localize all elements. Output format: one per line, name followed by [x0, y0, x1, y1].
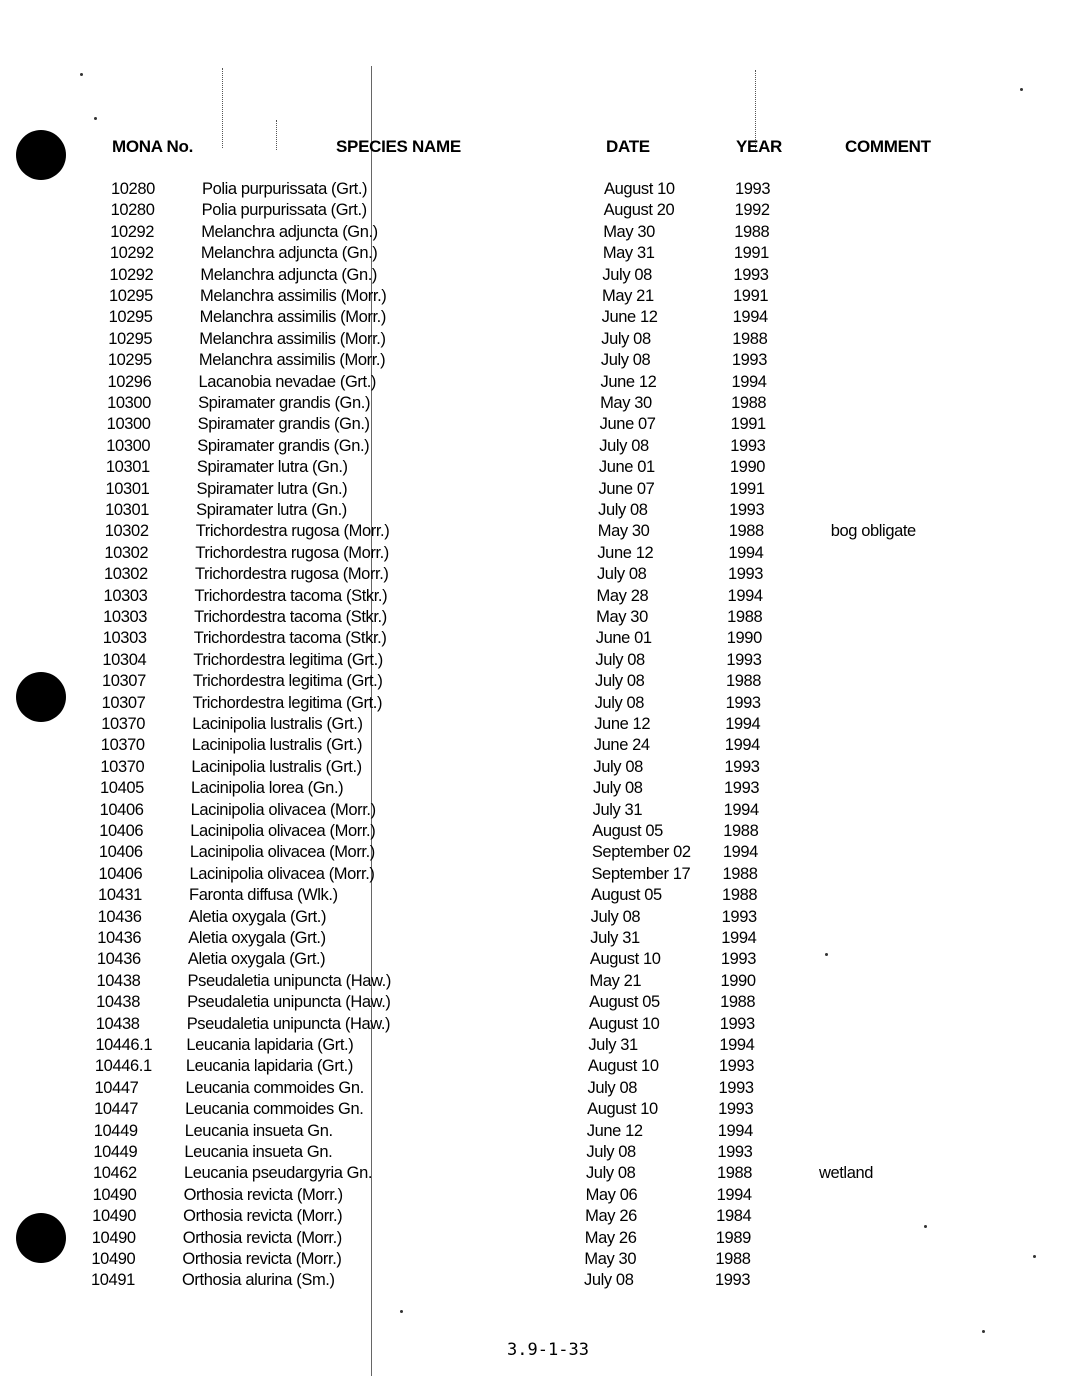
table-row	[0, 564, 1068, 585]
record-date: June 12	[594, 715, 651, 733]
table-row	[0, 179, 1068, 200]
table-row	[0, 586, 1068, 607]
comment: wetland	[818, 1164, 874, 1183]
record-year: 1991	[733, 244, 769, 263]
species-name: Spiramater lutra (Gn.)	[196, 501, 347, 519]
record-date: July 08	[598, 501, 648, 519]
record-date: May 06	[585, 1185, 638, 1204]
table-row	[0, 1270, 1068, 1291]
record-year: 1994	[716, 1185, 752, 1204]
species-name: Trichordestra rugosa (Morr.)	[195, 543, 389, 562]
record-year: 1994	[724, 736, 760, 755]
record-year: 1984	[716, 1207, 752, 1226]
species-name: Aletia oxygala (Grt.)	[188, 929, 326, 947]
species-name: Spiramater grandis (Gn.)	[197, 415, 370, 434]
table-row	[0, 735, 1068, 756]
mona-number: 10436	[97, 907, 142, 926]
table-row	[0, 1163, 1068, 1184]
mona-number: 10296	[107, 372, 152, 391]
table-row	[0, 1014, 1068, 1035]
scan-guide-line	[222, 68, 223, 148]
mona-number: 10447	[94, 1100, 139, 1119]
record-date: May 30	[584, 1250, 637, 1268]
species-name: Lacinipolia lustralis (Grt.)	[191, 757, 362, 776]
record-year: 1991	[729, 479, 765, 498]
record-year: 1993	[726, 650, 762, 669]
mona-number: 10303	[102, 629, 147, 648]
record-date: July 31	[588, 1036, 638, 1054]
table-row	[0, 393, 1068, 414]
mona-number: 10438	[96, 971, 141, 990]
mona-number: 10406	[99, 822, 144, 840]
header-mona-no: MONA No.	[112, 137, 194, 156]
mona-number: 10300	[107, 394, 151, 412]
record-year: 1993	[729, 501, 765, 519]
species-name: Spiramater lutra (Gn.)	[196, 479, 348, 498]
species-name: Pseudaletia unipuncta (Haw.)	[186, 1014, 391, 1033]
species-name: Lacinipolia olivacea (Morr.)	[189, 843, 375, 862]
record-date: July 08	[601, 329, 651, 348]
species-name: Pseudaletia unipuncta (Haw.)	[187, 971, 391, 990]
mona-number: 10295	[109, 287, 153, 305]
record-date: August 05	[592, 822, 663, 840]
species-name: Melanchra adjuncta (Gn.)	[201, 222, 378, 241]
record-date: July 08	[602, 265, 652, 284]
species-name: Melanchra adjuncta (Gn.)	[200, 265, 377, 284]
mona-number: 10300	[106, 436, 151, 455]
record-year: 1993	[730, 436, 766, 455]
table-row	[0, 650, 1068, 671]
species-name: Lacinipolia olivacea (Morr.)	[190, 822, 376, 840]
record-year: 1993	[718, 1100, 754, 1119]
record-year: 1994	[725, 715, 761, 733]
table-row	[0, 821, 1068, 842]
record-date: May 30	[603, 222, 655, 241]
species-name: Leucania commoides Gn.	[185, 1078, 364, 1097]
mona-number: 10436	[97, 929, 142, 947]
record-year: 1988	[727, 608, 763, 626]
species-name: Trichordestra rugosa (Morr.)	[194, 565, 389, 584]
record-date: July 08	[587, 1078, 637, 1097]
species-name: Spiramater grandis (Gn.)	[198, 394, 371, 412]
mona-number: 10446.1	[94, 1057, 152, 1076]
record-year: 1993	[721, 907, 757, 926]
table-row	[0, 372, 1068, 393]
table-row	[0, 500, 1068, 521]
table-row	[0, 949, 1068, 970]
table-row	[0, 414, 1068, 435]
mona-number: 10303	[103, 586, 148, 605]
mona-number: 10449	[93, 1143, 138, 1161]
species-name: Trichordestra legitima (Grt.)	[192, 693, 383, 712]
table-row	[0, 885, 1068, 906]
record-date: July 08	[596, 565, 647, 584]
record-date: May 30	[600, 394, 652, 412]
table-row	[0, 1121, 1068, 1142]
record-year: 1993	[715, 1271, 751, 1290]
record-year: 1993	[718, 1057, 755, 1076]
record-year: 1990	[720, 971, 756, 990]
table-row	[0, 222, 1068, 243]
record-year: 1991	[733, 287, 769, 305]
table-header	[0, 137, 1068, 161]
table-row	[0, 757, 1068, 778]
record-year: 1988	[720, 993, 756, 1012]
record-date: July 08	[584, 1271, 634, 1290]
record-year: 1993	[724, 757, 760, 776]
record-year: 1991	[730, 415, 766, 434]
record-date: June 12	[600, 372, 657, 391]
record-date: May 26	[585, 1207, 637, 1226]
table-row	[0, 521, 1068, 542]
record-date: July 08	[586, 1143, 636, 1161]
record-year: 1993	[717, 1143, 753, 1161]
species-name: Leucania insueta Gn.	[184, 1121, 333, 1140]
record-year: 1993	[725, 693, 761, 712]
record-date: July 08	[593, 757, 643, 776]
species-name: Melanchra assimilis (Morr.)	[199, 308, 386, 327]
table-row	[0, 479, 1068, 500]
mona-number: 10280	[111, 180, 155, 198]
mona-number: 10295	[108, 329, 153, 348]
mona-number: 10292	[110, 222, 155, 241]
species-name: Orthosia revicta (Morr.)	[183, 1185, 343, 1204]
mona-number: 10490	[91, 1250, 136, 1268]
species-name: Leucania pseudargyria Gn.	[183, 1164, 373, 1183]
record-year: 1988	[715, 1250, 751, 1268]
header-comment: COMMENT	[845, 137, 931, 156]
record-year: 1988	[734, 222, 770, 241]
record-year: 1994	[723, 800, 759, 819]
table-row	[0, 1056, 1068, 1077]
mona-number: 10302	[104, 522, 149, 541]
mona-number: 10462	[92, 1164, 137, 1183]
record-date: July 08	[594, 693, 645, 712]
mona-number: 10295	[108, 308, 153, 327]
mona-number: 10490	[92, 1207, 137, 1226]
species-name: Leucania insueta Gn.	[184, 1143, 333, 1161]
record-year: 1993	[718, 1078, 754, 1097]
record-date: August 10	[589, 950, 661, 969]
species-name: Orthosia revicta (Morr.)	[182, 1228, 342, 1247]
mona-number: 10301	[105, 479, 150, 498]
species-name: Melanchra assimilis (Morr.)	[200, 287, 387, 305]
table-row	[0, 200, 1068, 221]
species-name: Trichordestra tacoma (Stkr.)	[194, 586, 388, 605]
record-date: June 07	[599, 415, 656, 434]
record-year: 1994	[722, 843, 758, 862]
mona-number: 10302	[103, 565, 148, 584]
table-row	[0, 1206, 1068, 1227]
page-number: 3.9-1-33	[507, 1340, 589, 1360]
species-name: Lacinipolia lustralis (Grt.)	[191, 736, 363, 755]
mona-number: 10302	[104, 543, 149, 562]
record-date: May 30	[597, 522, 650, 541]
mona-number: 10405	[100, 779, 144, 798]
record-date: June 24	[593, 736, 650, 755]
record-year: 1988	[722, 886, 758, 905]
table-row	[0, 928, 1068, 949]
record-date: June 07	[598, 479, 655, 498]
mona-number: 10301	[105, 458, 150, 477]
record-year: 1988	[731, 394, 767, 412]
record-year: 1990	[729, 458, 765, 477]
mona-number: 10295	[107, 351, 152, 370]
record-date: July 31	[590, 929, 640, 947]
header-year: YEAR	[736, 137, 783, 156]
species-name: Melanchra adjuncta (Gn.)	[200, 244, 378, 263]
record-year: 1989	[715, 1228, 751, 1247]
species-name: Orthosia revicta (Morr.)	[182, 1250, 342, 1268]
mona-number: 10370	[100, 757, 145, 776]
record-date: May 26	[584, 1228, 637, 1247]
record-date: August 10	[588, 1014, 660, 1033]
record-year: 1988	[722, 864, 758, 883]
record-year: 1990	[726, 629, 762, 648]
species-name: Leucania lapidaria (Grt.)	[185, 1057, 353, 1076]
table-row	[0, 286, 1068, 307]
record-year: 1993	[735, 180, 771, 198]
table-row	[0, 1035, 1068, 1056]
species-name: Spiramater grandis (Gn.)	[197, 436, 370, 455]
mona-number: 10370	[101, 715, 146, 733]
mona-number: 10431	[98, 886, 142, 905]
table-row	[0, 842, 1068, 863]
record-year: 1988	[728, 522, 764, 541]
record-date: August 10	[587, 1100, 658, 1119]
record-date: September 02	[591, 843, 691, 862]
table-row	[0, 907, 1068, 928]
record-year: 1994	[727, 586, 763, 605]
record-date: July 08	[590, 907, 641, 926]
mona-number: 10292	[109, 265, 154, 284]
scan-speck	[1020, 88, 1023, 91]
table-row	[0, 1185, 1068, 1206]
record-year: 1994	[732, 308, 768, 327]
species-name: Leucania lapidaria (Grt.)	[186, 1036, 354, 1054]
mona-number: 10490	[91, 1228, 136, 1247]
table-row	[0, 329, 1068, 350]
record-year: 1988	[725, 672, 762, 691]
table-row	[0, 971, 1068, 992]
record-date: August 05	[589, 993, 660, 1012]
record-year: 1988	[723, 822, 759, 840]
table-row	[0, 693, 1068, 714]
header-species-name: SPECIES NAME	[336, 137, 461, 156]
mona-number: 10447	[94, 1078, 139, 1097]
table-row	[0, 1228, 1068, 1249]
mona-number: 10490	[92, 1185, 137, 1204]
record-date: May 31	[602, 244, 655, 263]
record-date: July 08	[593, 779, 643, 798]
record-year: 1994	[721, 929, 757, 947]
table-row	[0, 1142, 1068, 1163]
table-row	[0, 307, 1068, 328]
record-date: June 01	[595, 629, 652, 648]
record-year: 1994	[717, 1121, 753, 1140]
table-row	[0, 1078, 1068, 1099]
species-name: Polia purpurissata (Grt.)	[201, 201, 367, 220]
species-name: Trichordestra tacoma (Stkr.)	[193, 629, 387, 648]
record-year: 1988	[716, 1164, 753, 1183]
mona-number: 10307	[101, 672, 146, 691]
record-date: May 28	[596, 586, 649, 605]
record-year: 1993	[724, 779, 760, 798]
species-name: Trichordestra rugosa (Morr.)	[195, 522, 390, 541]
record-date: July 31	[592, 800, 643, 819]
mona-number: 10406	[98, 864, 143, 883]
header-date: DATE	[606, 137, 650, 156]
record-year: 1994	[719, 1036, 755, 1054]
species-name: Lacinipolia lorea (Gn.)	[191, 779, 344, 798]
record-year: 1993	[720, 950, 756, 969]
record-year: 1994	[731, 372, 767, 391]
mona-number: 10307	[101, 693, 146, 712]
species-name: Trichordestra legitima (Grt.)	[192, 672, 383, 691]
table-row	[0, 350, 1068, 371]
mona-number: 10370	[100, 736, 145, 755]
mona-number: 10300	[106, 415, 151, 434]
table-row	[0, 243, 1068, 264]
table-row	[0, 800, 1068, 821]
species-name: Lacinipolia olivacea (Morr.)	[190, 800, 376, 819]
table-row	[0, 628, 1068, 649]
record-year: 1993	[731, 351, 767, 370]
record-date: May 21	[589, 971, 642, 990]
table-row	[0, 436, 1068, 457]
record-date: June 01	[598, 458, 655, 477]
mona-number: 10449	[93, 1121, 138, 1140]
mona-number: 10406	[99, 800, 144, 819]
species-name: Aletia oxygala (Grt.)	[187, 950, 326, 969]
mona-number: 10491	[91, 1271, 135, 1290]
species-name: Melanchra assimilis (Morr.)	[198, 351, 386, 370]
table-row	[0, 457, 1068, 478]
species-name: Polia purpurissata (Grt.)	[202, 180, 368, 198]
species-name: Leucania commoides Gn.	[185, 1100, 364, 1119]
table-row	[0, 1099, 1068, 1120]
mona-number: 10436	[96, 950, 141, 969]
species-name: Pseudaletia unipuncta (Haw.)	[187, 993, 391, 1012]
table-row	[0, 607, 1068, 628]
table-row	[0, 864, 1068, 885]
scan-speck	[982, 1330, 985, 1333]
table-row	[0, 778, 1068, 799]
species-name: Lacanobia nevadae (Grt.)	[198, 372, 376, 391]
record-year: 1988	[732, 329, 768, 348]
species-name: Melanchra assimilis (Morr.)	[199, 329, 386, 348]
species-name: Orthosia revicta (Morr.)	[183, 1207, 343, 1226]
scan-speck	[400, 1310, 403, 1313]
record-date: July 08	[600, 351, 651, 370]
record-date: July 08	[595, 650, 645, 669]
page-footer	[0, 1340, 1068, 1360]
table-row	[0, 543, 1068, 564]
mona-number: 10301	[105, 501, 149, 519]
mona-number: 10438	[96, 993, 140, 1012]
mona-number: 10304	[102, 650, 147, 669]
species-name: Trichordestra legitima (Grt.)	[193, 650, 383, 669]
table-row	[0, 265, 1068, 286]
record-year: 1993	[719, 1014, 755, 1033]
record-date: August 20	[603, 201, 675, 220]
species-name: Spiramater lutra (Gn.)	[196, 458, 348, 477]
record-date: June 12	[601, 308, 658, 327]
record-year: 1993	[727, 565, 764, 584]
species-name: Faronta diffusa (Wlk.)	[189, 886, 338, 905]
scan-speck	[80, 73, 83, 76]
mona-number: 10438	[95, 1014, 140, 1033]
record-date: August 10	[604, 180, 675, 198]
record-date: July 08	[599, 436, 649, 455]
record-year: 1994	[728, 543, 764, 562]
record-year: 1993	[733, 265, 769, 284]
mona-number: 10280	[110, 201, 155, 220]
record-date: July 08	[594, 672, 645, 691]
table-row	[0, 714, 1068, 735]
mona-number: 10303	[103, 608, 148, 626]
species-name: Lacinipolia olivacea (Morr.)	[189, 864, 375, 883]
species-name: Trichordestra tacoma (Stkr.)	[194, 608, 387, 626]
species-name: Orthosia alurina (Sm.)	[182, 1271, 335, 1290]
record-date: August 05	[591, 886, 662, 905]
table-row	[0, 671, 1068, 692]
comment: bog obligate	[830, 522, 916, 541]
scan-speck	[94, 117, 97, 120]
record-date: June 12	[597, 543, 654, 562]
record-date: September 17	[591, 864, 691, 883]
record-date: August 10	[587, 1057, 659, 1076]
mona-number: 10446.1	[95, 1036, 153, 1054]
table-row	[0, 992, 1068, 1013]
record-date: May 21	[602, 287, 654, 305]
species-name: Aletia oxygala (Grt.)	[188, 907, 327, 926]
table-row	[0, 1249, 1068, 1270]
record-year: 1992	[734, 201, 770, 220]
record-date: May 30	[596, 608, 648, 626]
record-date: June 12	[586, 1121, 643, 1140]
mona-number: 10406	[98, 843, 143, 862]
species-name: Lacinipolia lustralis (Grt.)	[192, 715, 363, 733]
record-date: July 08	[585, 1164, 636, 1183]
mona-number: 10292	[109, 244, 154, 263]
